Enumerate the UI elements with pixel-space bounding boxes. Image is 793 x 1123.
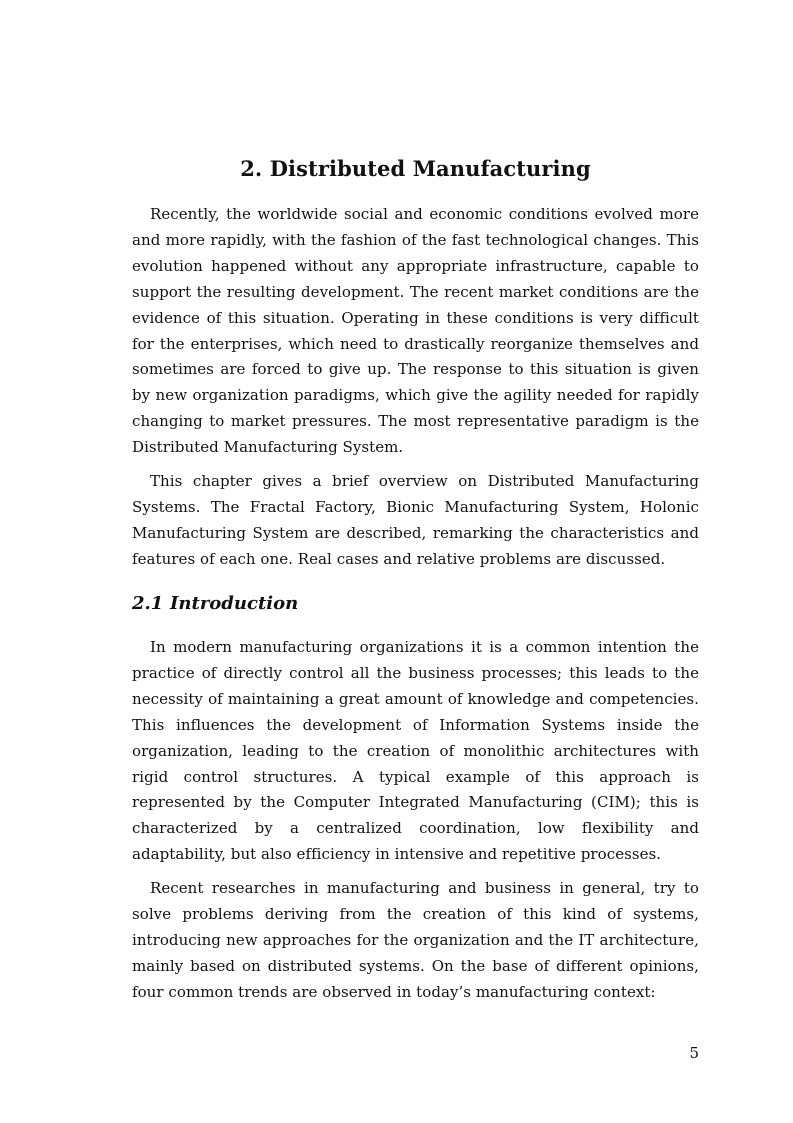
paragraph: Recent researches in manufacturing and business in general, try to solve problems deriving from the creation of this kind of systems, introducing new approaches for the organization and the IT architecture, mainly based on distributed systems. On the base of different opinions, four common trends are observed in today’s manufacturing context: (132, 879, 699, 1001)
chapter-intro (132, 202, 699, 581)
paragraph: In modern manufacturing organizations it is a common intention the practice of directly control all the business processes; this leads to the necessity of maintaining a great amount of knowledge and competencies. This influences the development of Information Systems inside the organization, leading to the creation of monolithic architectures with rigid control structures. A typical example of this approach is represented by the Computer Integrated Manufacturing (CIM); this is characterized by a centralized coordination, low flexibility and adaptability, but also efficiency in intensive and repetitive processes. (132, 638, 699, 864)
section-heading (132, 590, 298, 618)
section-number: 2.1 (132, 593, 164, 614)
paragraph: This chapter gives a brief overview on Distributed Manufacturing Systems. The Fractal Factory, Bionic Manufacturing System, Holonic Manufacturing System are described, remarking the characteristics and features of each one. Real cases and relative problems are discussed. (132, 472, 699, 568)
chapter-title: 2. Distributed Manufacturing (240, 156, 591, 181)
section-title: Introduction (170, 593, 299, 614)
page-number: 5 (689, 1044, 699, 1062)
section-body (132, 635, 699, 1014)
paragraph: Recently, the worldwide social and economic conditions evolved more and more rapidly, with the fashion of the fast technological changes. This evolution happened without any appropriate infrastructure, capable to support the resulting development. The recent market conditions are the evidence of this situation. Operating in these conditions is very difficult for the enterprises, which need to drastically reorganize themselves and sometimes are forced to give up. The response to this situation is given by new organization paradigms, which give the agility needed for rapidly changing to market pressures. The most representative paradigm is the Distributed Manufacturing System. (132, 205, 699, 457)
